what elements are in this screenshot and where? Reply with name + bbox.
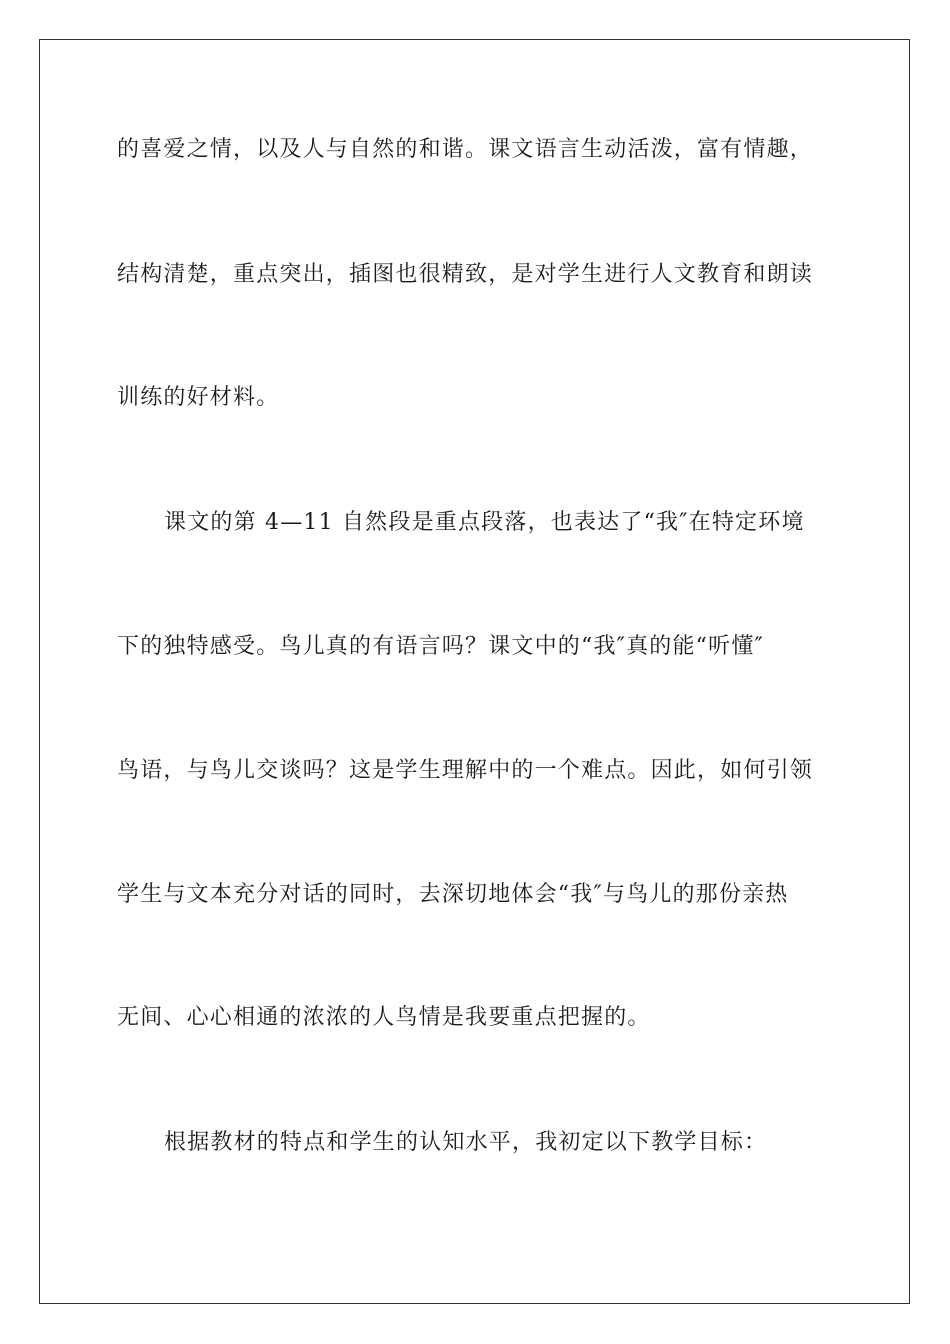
paragraph-1-line-3: 训练的好材料。	[117, 385, 280, 410]
paragraph-2-line-1: 课文的第 4—11 自然段是重点段落，也表达了“我″在特定环境	[164, 510, 805, 535]
page-border	[39, 39, 910, 1304]
paragraph-2-line-3: 鸟语，与鸟儿交谈吗？这是学生理解中的一个难点。因此，如何引领	[117, 758, 814, 783]
paragraph-2-line-2: 下的独特感受。鸟儿真的有语言吗？课文中的“我″真的能“听懂″	[117, 634, 764, 659]
paragraph-1-line-2: 结构清楚，重点突出，插图也很精致，是对学生进行人文教育和朗读	[117, 262, 814, 287]
paragraph-3-line-1: 根据教材的特点和学生的认知水平，我初定以下教学目标：	[164, 1130, 768, 1155]
paragraph-2-line-4: 学生与文本充分对话的同时，去深切地体会“我″与鸟儿的那份亲热	[117, 882, 789, 907]
paragraph-1-line-1: 的喜爱之情，以及人与自然的和谐。课文语言生动活泼，富有情趣，	[117, 137, 814, 162]
paragraph-2-line-5: 无间、心心相通的浓浓的人鸟情是我要重点把握的。	[117, 1005, 651, 1030]
